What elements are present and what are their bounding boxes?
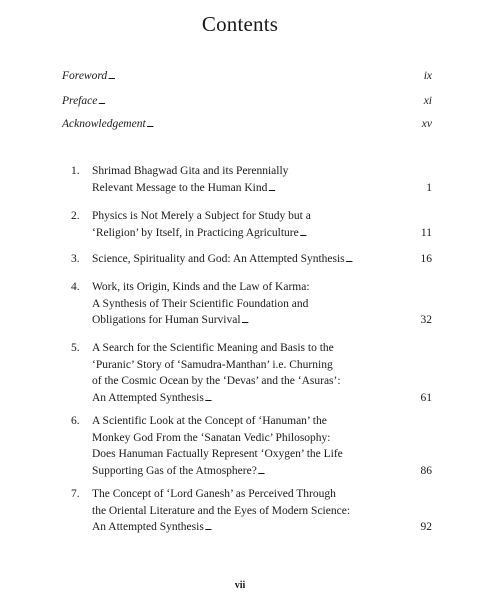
chapter-page: 11	[420, 226, 432, 239]
dot-leader	[98, 95, 422, 107]
chapter-title-line: the Oriental Literature and the Eyes of Modern Science:	[92, 504, 351, 517]
dot-leader	[300, 225, 420, 244]
toc-entry-foreword	[62, 70, 432, 82]
chapter-title-line: The Concept of ‘Lord Ganesh’ as Perceived Through	[92, 488, 336, 500]
chapter-page: 16	[420, 253, 432, 265]
chapter-number: 3.	[71, 253, 80, 265]
dot-leader	[108, 70, 423, 82]
toc-entry-acknowledgement	[62, 118, 432, 130]
toc-entry-page: xi	[423, 95, 432, 107]
chapter-title-line: A Search for the Scientific Meaning and Basis to the	[92, 342, 334, 354]
chapter-title-line: of the Cosmic Ocean by the ‘Devas’ and the ‘Asuras’:	[92, 375, 341, 387]
dot-leader	[205, 519, 420, 538]
dot-leader	[258, 463, 420, 482]
dot-leader	[147, 118, 421, 130]
page-title: Contents	[201, 12, 279, 36]
chapter-title-line: Science, Spirituality and God: An Attempted Synthesis	[92, 253, 345, 265]
dot-leader	[242, 312, 420, 331]
chapter-title-line: Physics is Not Merely a Subject for Study but a	[92, 210, 311, 222]
chapter-title-line: Does Hanuman Factually Represent ‘Oxygen’ the Life	[92, 448, 343, 460]
chapter-page: 86	[420, 464, 432, 477]
chapter-title-line: Monkey God From the ‘Sanatan Vedic’ Philosophy:	[92, 431, 331, 444]
chapter-page: 92	[420, 521, 432, 533]
chapter-number: 7.	[71, 488, 80, 500]
toc-entry-label: Foreword	[62, 70, 108, 82]
chapter-number: 6.	[71, 415, 80, 427]
chapter-title-line: Obligations for Human Survival	[92, 314, 241, 326]
chapter-page: 32	[420, 314, 432, 326]
chapter-number: 1.	[71, 165, 80, 177]
chapter-title-line: An Attempted Synthesis	[92, 521, 204, 533]
chapter-title-line: ‘Religion’ by Itself, in Practicing Agriculture	[92, 226, 299, 239]
chapter-title-line: A Synthesis of Their Scientific Foundation and	[92, 297, 309, 310]
toc-entry-label: Acknowledgement	[62, 118, 146, 130]
chapter-number: 2.	[71, 210, 80, 222]
dot-leader	[205, 390, 420, 409]
toc-entry-page: xv	[421, 118, 432, 130]
chapter-title-line: Shrimad Bhagwad Gita and its Perennially	[92, 165, 289, 177]
chapter-title-line: Relevant Message to the Human Kind	[92, 181, 268, 194]
chapter-page: 61	[420, 391, 432, 404]
dot-leader	[268, 180, 425, 199]
toc-entry-page: ix	[423, 70, 432, 82]
page-number: vii	[234, 580, 246, 591]
chapter-number: 4.	[71, 281, 80, 293]
dot-leader	[346, 251, 420, 270]
chapter-title-line: A Scientific Look at the Concept of ‘Hanuman’ the	[92, 415, 327, 427]
chapter-page: 1	[426, 181, 432, 194]
toc-entry-label: Preface	[62, 95, 98, 107]
chapter-title-line: An Attempted Synthesis	[92, 391, 204, 404]
chapter-number: 5.	[71, 342, 80, 354]
chapter-title-line: Work, its Origin, Kinds and the Law of Karma:	[92, 281, 310, 293]
chapter-title-line: Supporting Gas of the Atmosphere?	[92, 464, 257, 477]
toc-entry-preface	[62, 95, 432, 107]
chapter-title-line: ‘Puranic’ Story of ‘Samudra-Manthan’ i.e. Churning	[92, 358, 333, 371]
